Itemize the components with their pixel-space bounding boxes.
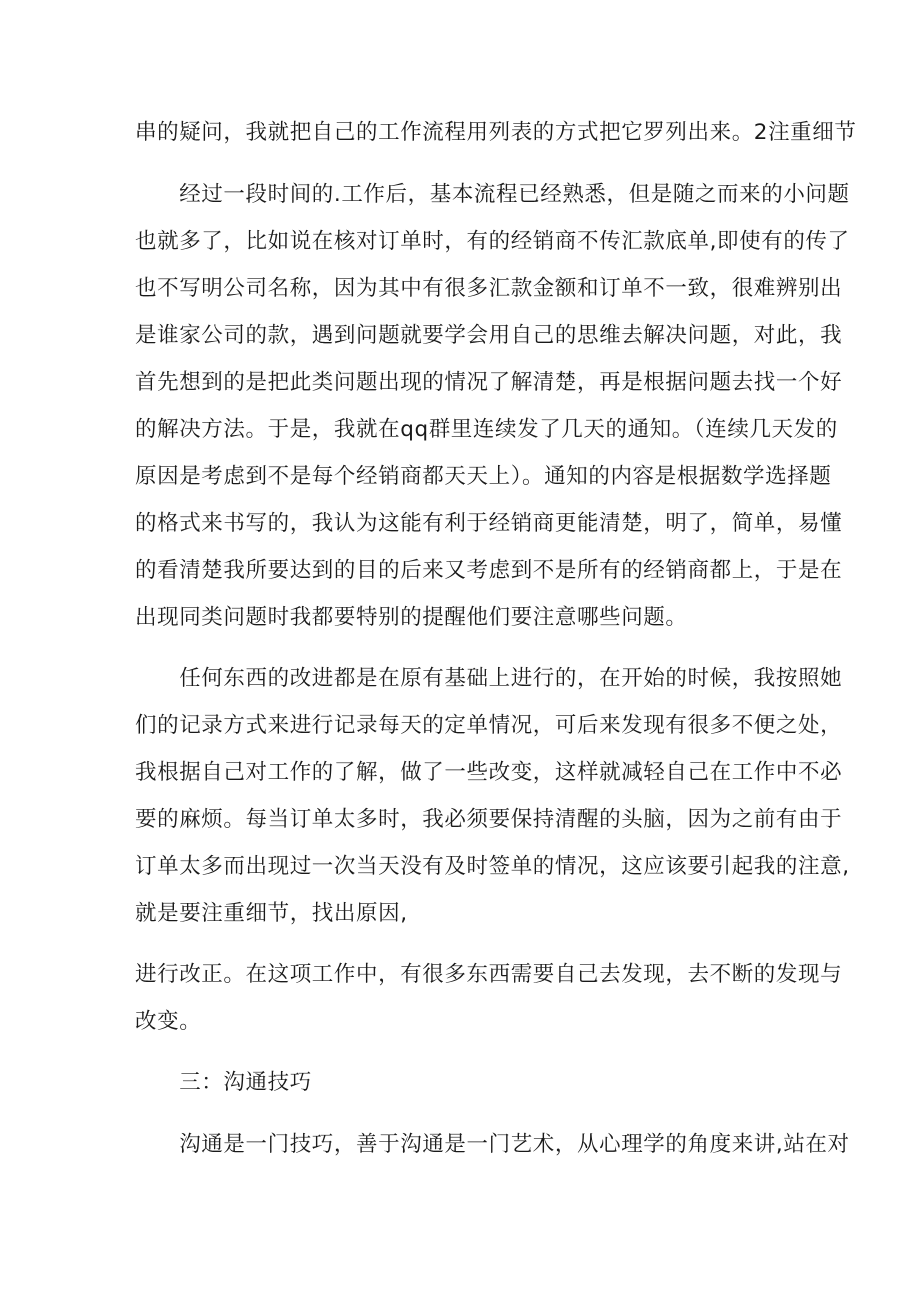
text-line: 的解决方法。于是，我就在qq群里连续发了几天的通知。（连续几天发的 — [135, 417, 838, 442]
text-line: 也不写明公司名称，因为其中有很多汇款金额和订单不一致，很难辨别出 — [135, 276, 843, 301]
text-line: 出现同类问题时我都要特别的提醒他们要注意哪些问题。 — [135, 605, 688, 630]
text-line: 的看清楚我所要达到的目的后来又考虑到不是所有的经销商都上，于是在 — [135, 558, 843, 583]
text-line: 任何东西的改进都是在原有基础上进行的，在开始的时候，我按照她 — [135, 666, 843, 691]
text-line: 订单太多而出现过一次当天没有及时签单的情况，这应该要引起我的注意, — [135, 854, 850, 879]
text-line: 们的记录方式来进行记录每天的定单情况，可后来发现有很多不便之处， — [135, 713, 843, 738]
text-line: 串的疑问，我就把自己的工作流程用列表的方式把它罗列出来。2注重细节 — [135, 120, 857, 145]
text-line: 就是要注重细节，找出原因, — [135, 901, 408, 926]
text-line: 首先想到的是把此类问题出现的情况了解清楚，再是根据问题去找一个好 — [135, 370, 843, 395]
text-line: 原因是考虑到不是每个经销商都天天上）。通知的内容是根据数学选择题 — [135, 464, 832, 489]
text-line: 要的麻烦。每当订单太多时，我必须要保持清醒的头脑，因为之前有由于 — [135, 807, 843, 832]
text-line: 经过一段时间的.工作后，基本流程已经熟悉，但是随之而来的小问题 — [135, 182, 850, 207]
text-line: 是谁家公司的款，遇到问题就要学会用自己的思维去解决问题，对此，我 — [135, 323, 843, 348]
text-line: 进行改正。在这项工作中，有很多东西需要自己去发现，去不断的发现与 — [135, 962, 843, 987]
text-line: 也就多了，比如说在核对订单时，有的经销商不传汇款底单,即使有的传了 — [135, 229, 850, 254]
text-line: 的格式来书写的，我认为这能有利于经销商更能清楚，明了，简单，易懂 — [135, 511, 843, 536]
section-heading: 三：沟通技巧 — [135, 1070, 312, 1095]
text-line: 沟通是一门技巧，善于沟通是一门艺术，从心理学的角度来讲,站在对 — [135, 1132, 850, 1157]
text-line: 改变。 — [135, 1009, 202, 1034]
text-line: 我根据自己对工作的了解，做了一些改变，这样就减轻自己在工作中不必 — [135, 760, 843, 785]
